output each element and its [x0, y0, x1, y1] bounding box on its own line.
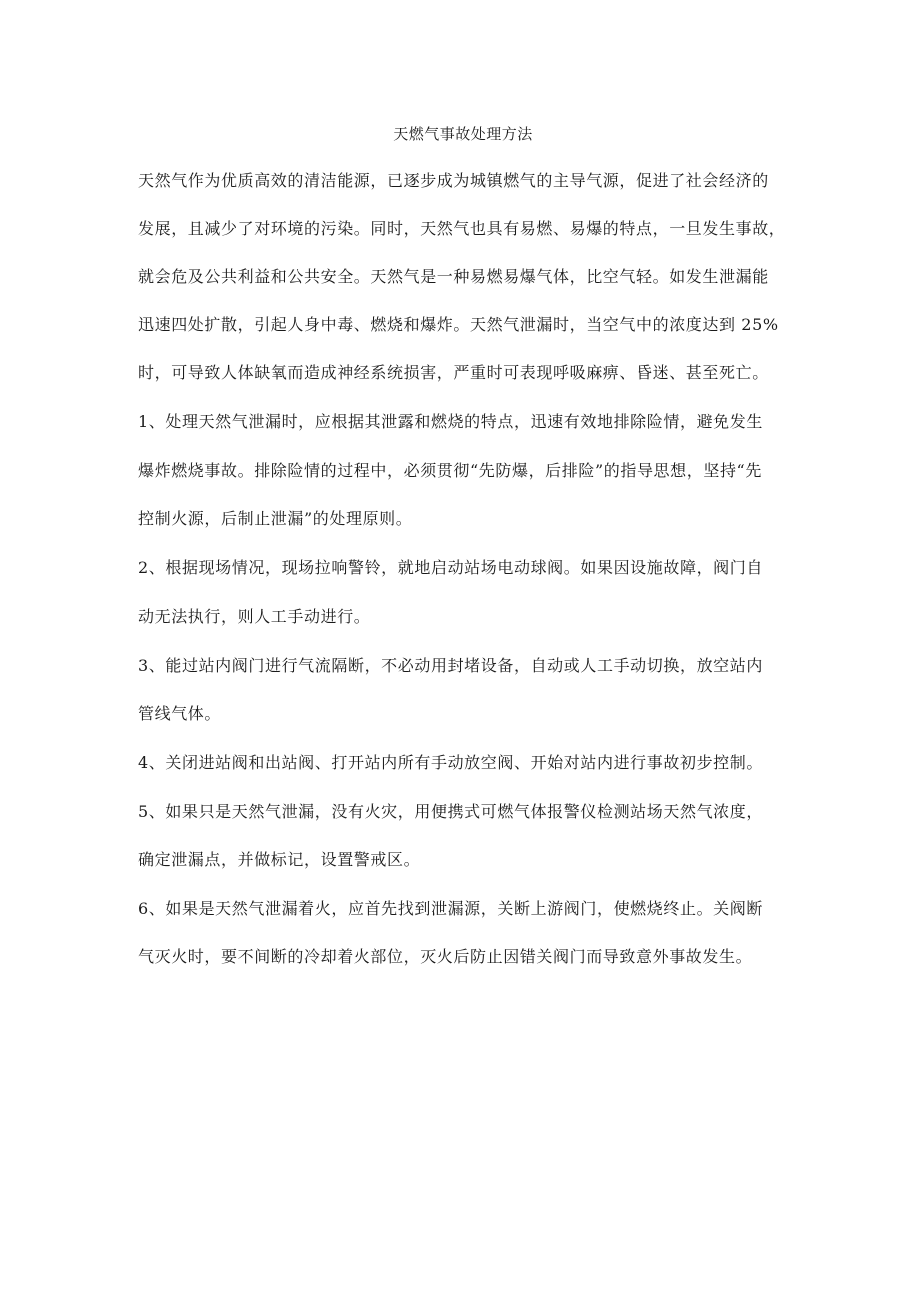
text-line: 5、如果只是天然气泄漏，没有火灾，用便携式可燃气体报警仪检测站场天然气浓度， — [138, 802, 763, 821]
text-line: 发展，且减少了对环境的污染。同时，天然气也具有易燃、易爆的特点，一旦发生事故， — [138, 219, 786, 238]
text-line: 6、如果是天然气泄漏着火，应首先找到泄漏源，关断上游阀门，使燃烧终止。关阀断 — [138, 899, 763, 918]
text-line: 时，可导致人体缺氧而造成神经系统损害，严重时可表现呼吸麻痹、昏迷、甚至死亡。 — [138, 363, 769, 382]
text-line: 天然气作为优质高效的清洁能源，已逐步成为城镇燃气的主导气源，促进了社会经济的 — [138, 171, 769, 190]
text-line: 确定泄漏点，并做标记，设置警戒区。 — [138, 850, 421, 869]
text-line: 4、关闭进站阀和出站阀、打开站内所有手动放空阀、开始对站内进行事故初步控制。 — [138, 753, 763, 772]
text-line: 控制火源，后制止泄漏”的处理原则。 — [138, 509, 413, 528]
document-title: 天燃气事故处理方法 — [393, 125, 533, 143]
text-line: 3、能过站内阀门进行气流隔断，不必动用封堵设备，自动或人工手动切换，放空站内 — [138, 656, 763, 675]
text-line: 管线气体。 — [138, 704, 222, 723]
text-line: 1、处理天然气泄漏时，应根据其泄露和燃烧的特点，迅速有效地排除险情，避免发生 — [138, 412, 763, 431]
text-line: 动无法执行，则人工手动进行。 — [138, 607, 371, 626]
text-line: 气灭火时，要不间断的冷却着火部位，灭火后防止因错关阀门而导致意外事故发生。 — [138, 947, 753, 966]
text-line: 爆炸燃烧事故。排除险情的过程中，必须贯彻“先防爆，后排险”的指导思想，坚持“先 — [138, 461, 762, 480]
text-line: 2、根据现场情况，现场拉响警铃，就地启动站场电动球阀。如果因设施故障，阀门自 — [138, 558, 763, 577]
text-line: 就会危及公共利益和公共安全。天然气是一种易燃易爆气体，比空气轻。如发生泄漏能 — [138, 267, 769, 286]
text-line: 迅速四处扩散，引起人身中毒、燃烧和爆炸。天然气泄漏时，当空气中的浓度达到 25% — [138, 315, 779, 334]
